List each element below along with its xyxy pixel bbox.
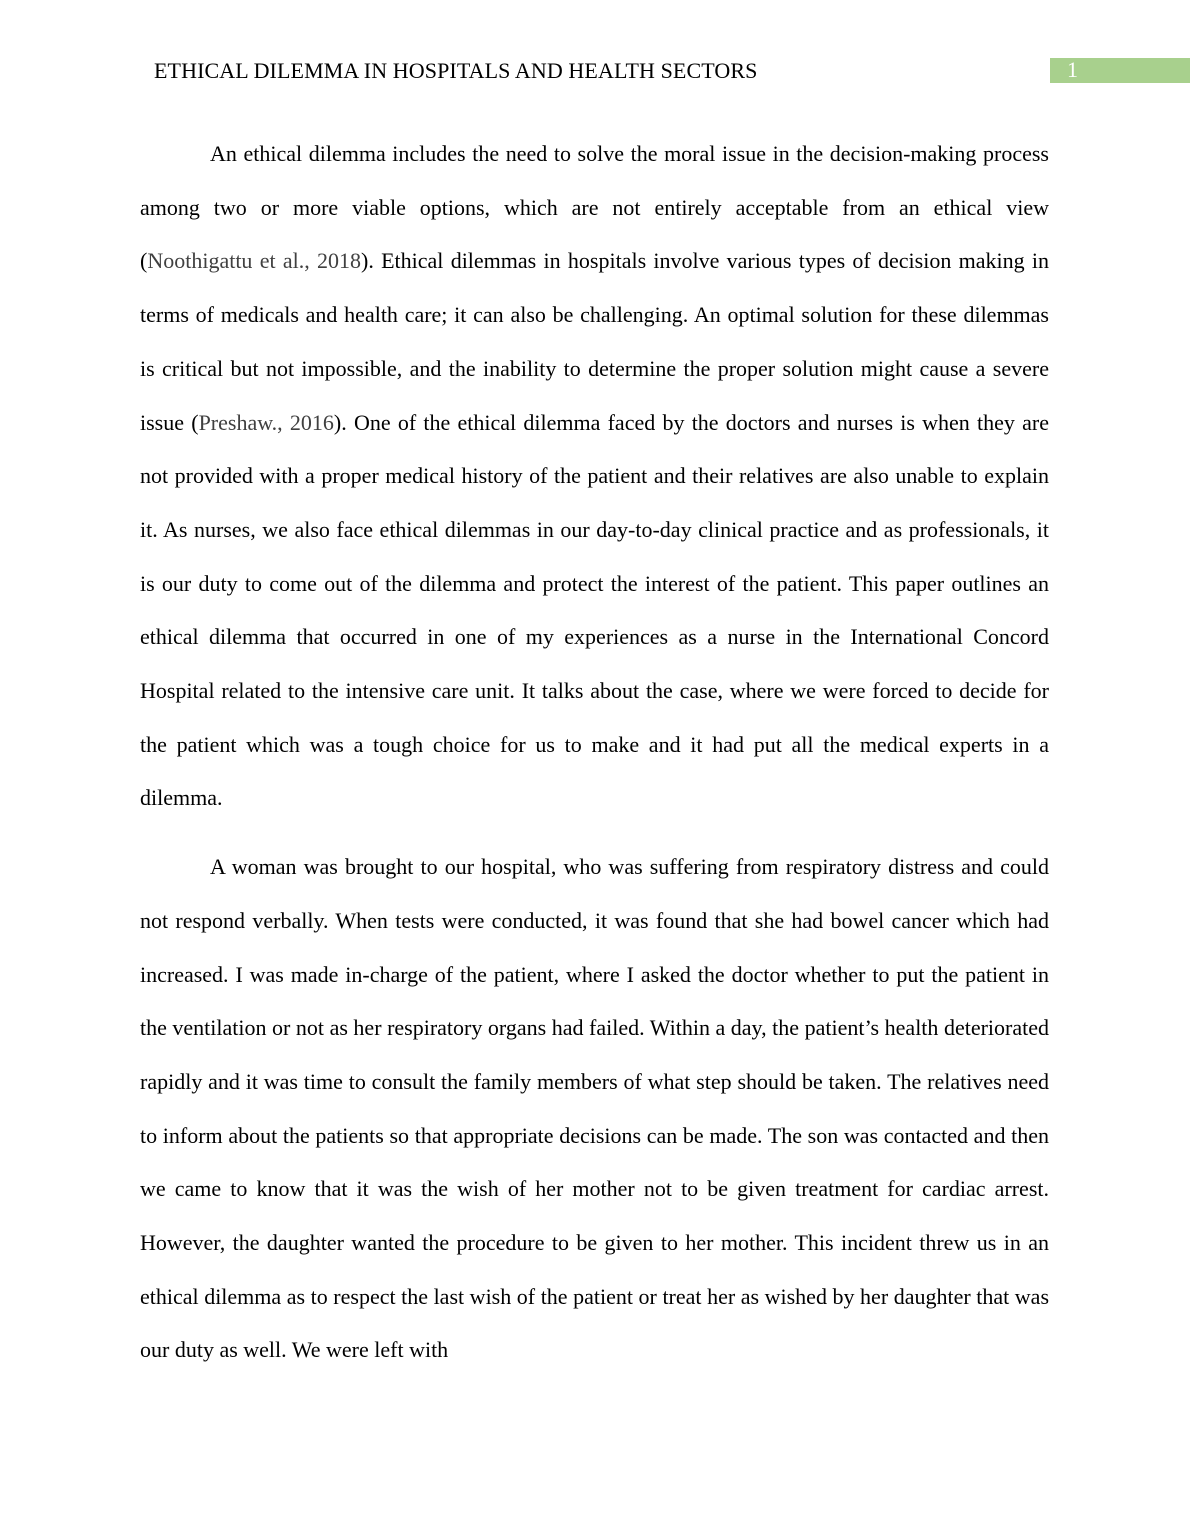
paragraph-text: A woman was brought to our hospital, who was suffering from respiratory distress and could not respond verbally. When tests were conducted, it was found that she had bowel cancer which had increased. I was made in-charge of the patient, where I asked the doctor whether to put the patient in the ventilation or not as her respiratory organs had failed. Within a day, the patient’s health deteriorated rapidly and it was time to consult the family members of what step should be taken. The relatives need to inform about the patients so that appropriate decisions can be made. The son was contacted and then we came to know that it was the wish of her mother not to be given treatment for cardiac arrest. However, the daughter wanted the procedure to be given to her mother. This incident threw us in an ethical dilemma as to respect the last wish of the patient or treat her as wished by her daughter that was our duty as well. We were left with xyxy=(140,854,1049,1363)
paragraph-intro xyxy=(140,127,1049,825)
body-text xyxy=(140,127,1049,1377)
paragraph-text: ). Ethical dilemmas in hospitals involve various types of decision making in terms of medicals and health care; it can also be challenging. An optimal solution for these dilemmas is critical but not impossible, and the inability to determine the proper solution might cause a severe issue ( xyxy=(140,248,1049,435)
paragraph-text: An ethical dilemma includes the need to solve the moral issue in the decision-making process among two or more viable options, which are not entirely acceptable from an ethical view ( xyxy=(140,141,1049,274)
running-head: ETHICAL DILEMMA IN HOSPITALS AND HEALTH SECTORS xyxy=(154,58,758,83)
page-number: 1 xyxy=(1067,57,1078,82)
paragraph-text: ). One of the ethical dilemma faced by the doctors and nurses is when they are not provided with a proper medical history of the patient and their relatives are also unable to explain it. As nurses, we also face ethical dilemmas in our day-to-day clinical practice and as professionals, it is our duty to come out of the dilemma and protect the interest of the patient. This paper outlines an ethical dilemma that occurred in one of my experiences as a nurse in the International Concord Hospital related to the intensive care unit. It talks about the case, where we were forced to decide for the patient which was a tough choice for us to make and it had put all the medical experts in a dilemma. xyxy=(140,409,1049,811)
paragraph-case xyxy=(140,840,1049,1377)
citation-noothigattu: Noothigattu et al., 2018 xyxy=(147,248,362,274)
citation-preshaw: Preshaw., 2016 xyxy=(198,409,334,435)
page-number-bar xyxy=(1050,58,1190,83)
